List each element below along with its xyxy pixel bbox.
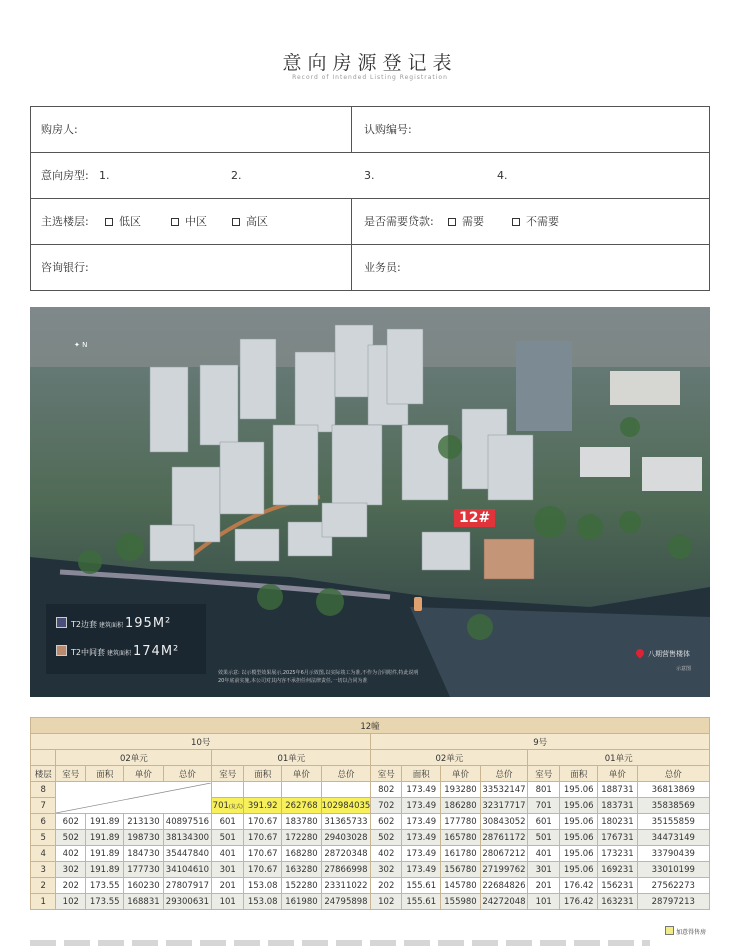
checkbox-icon — [448, 218, 456, 226]
unit-type-slot-3[interactable]: 3. — [364, 169, 375, 182]
unit-type-label: 意向房型: — [41, 169, 89, 182]
compass-rose-icon: ✦ N — [74, 341, 88, 349]
bank-label: 咨询银行: — [41, 261, 89, 274]
unit-type-slot-4[interactable]: 4. — [497, 169, 508, 182]
diagonal-blank-mark — [56, 783, 211, 813]
table-row: 7 701(复式) 391.92 262768 102984035 702 173.49 186280 32317717 701 195.06 183731 35838569 — [31, 798, 710, 814]
pin-sub-label: 示意图 — [676, 666, 692, 672]
aerial-rendering — [30, 307, 710, 697]
legend-swatch — [56, 645, 67, 656]
section-header-9: 9号 — [371, 734, 710, 750]
legend-item-corner: T2边套 建筑面积 195M² — [56, 616, 171, 631]
floor-column-header: 楼层 — [31, 766, 56, 782]
form-row-floor-loan — [31, 199, 709, 245]
buyer-label: 购房人: — [41, 123, 78, 136]
table-row: 1 102 173.55 168831 29300631 101 153.08 161980 24795898 102 155.61 155980 24272048 101 176.42 163231 28797213 — [31, 894, 710, 910]
building-header: 12幢 — [31, 718, 710, 734]
floor-option-mid[interactable]: 中区 — [171, 199, 207, 244]
form-row-unit-type — [31, 153, 709, 199]
registration-form — [30, 106, 710, 291]
unit-header: 01单元 — [528, 750, 710, 766]
table-row: 5 502 191.89 198730 38134300 501 170.67 172280 29403028 502 173.49 165780 28761172 501 195.06 176731 34473149 — [31, 830, 710, 846]
unit-type-slot-2[interactable]: 2. — [231, 169, 242, 182]
table-row: 6 602 191.89 213130 40897516 601 170.67 183780 31365733 602 173.49 177780 30843052 601 195.06 180231 35155859 — [31, 814, 710, 830]
form-row-bank-agent — [31, 245, 709, 290]
unit-type-slot-1[interactable]: 1. — [99, 169, 110, 182]
subscription-number-label: 认购编号: — [364, 123, 412, 136]
table-row: 3 302 191.89 177730 34104610 301 170.67 163280 27866998 302 173.49 156780 27199762 301 195.06 169231 33010199 — [31, 862, 710, 878]
table-row: 2 202 173.55 160230 27807917 201 153.08 152280 23311022 202 155.61 145780 22684826 201 176.42 156231 27562273 — [31, 878, 710, 894]
building-badge: 12# — [454, 509, 495, 527]
form-row-buyer — [31, 107, 709, 153]
column-header-row: 楼层 室号 面积 单价 总价 室号 面积 单价 总价 室号 面积 单价 总价 室号 面积 单价 总价 — [31, 766, 710, 782]
legend-item-middle: T2中间套 建筑面积 174M² — [56, 644, 179, 659]
checkbox-icon — [171, 218, 179, 226]
disclaimer-note: 效果示意: 以示模型效果展示,2025年6月示效图,以实际竣工为准,不作为合同附件,特此说明 20年底前实施,本公司对其内容不承担任何法律责任,一切以合同为准 — [218, 670, 419, 684]
loan-label: 是否需要贷款: — [364, 215, 434, 228]
fine-print — [30, 940, 650, 946]
loan-option-no[interactable]: 不需要 — [512, 199, 559, 244]
unit-type-legend — [46, 604, 206, 674]
unit-header: 02单元 — [56, 750, 212, 766]
floor-option-low[interactable]: 低区 — [105, 199, 141, 244]
table-row: 8 802 173.49 193280 33532147 801 195.06 188731 36813869 — [31, 782, 710, 798]
floor-option-high[interactable]: 高区 — [232, 199, 268, 244]
legend-swatch — [665, 926, 674, 935]
page-title: 意向房源登记表 — [282, 52, 458, 74]
location-pin-icon — [634, 647, 645, 658]
floor-label: 主选楼层: — [41, 215, 89, 228]
checkbox-icon — [232, 218, 240, 226]
sales-office-pin: 八期营售楼体 — [636, 649, 690, 659]
unit-header: 02单元 — [371, 750, 528, 766]
page-subtitle: Record of Intended Listing Registration — [292, 74, 448, 81]
checkbox-icon — [105, 218, 113, 226]
unit-header: 01单元 — [212, 750, 371, 766]
section-header-10: 10号 — [31, 734, 371, 750]
sold-legend: 加意得售房 — [665, 926, 706, 936]
legend-swatch — [56, 617, 67, 628]
checkbox-icon — [512, 218, 520, 226]
agent-label: 业务员: — [364, 261, 401, 274]
unit-price-table — [30, 717, 710, 910]
loan-option-yes[interactable]: 需要 — [448, 199, 484, 244]
table-row: 4 402 191.89 184730 35447840 401 170.67 168280 28720348 402 173.49 161780 28067212 401 195.06 173231 33790439 — [31, 846, 710, 862]
